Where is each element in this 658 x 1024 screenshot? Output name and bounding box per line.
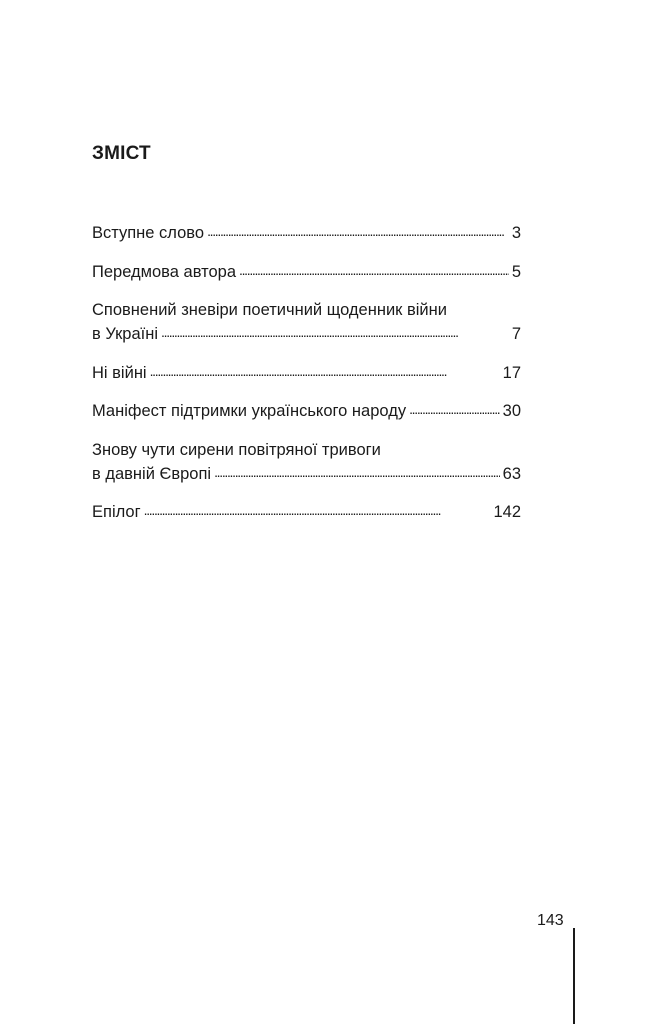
toc-entry-title: Епілог (92, 503, 141, 521)
toc-entry-page: 63 (502, 464, 521, 483)
contents-heading: ЗМІСТ (92, 143, 151, 164)
toc-entry-title: в Україні (92, 325, 159, 343)
toc-entry-intro (92, 221, 521, 245)
table-of-contents (92, 221, 521, 539)
toc-entry-page: 142 (493, 503, 521, 521)
toc-entry-page: 30 (502, 402, 521, 420)
toc-entry-no-war (92, 361, 521, 385)
toc-entry-title: Маніфест підтримки українського народу (92, 402, 407, 420)
toc-entry-title-line1: Сповнений зневіри поетичний щоденник війни (92, 301, 447, 319)
dot-leader (144, 501, 491, 518)
toc-entry-title: Передмова автора (92, 262, 236, 281)
toc-entry-title: Ні війні (92, 363, 147, 382)
page-number: 143 (537, 912, 564, 929)
dot-leader (239, 260, 509, 277)
toc-entry-preface (92, 260, 521, 284)
dot-leader (207, 222, 509, 239)
dot-leader (150, 361, 500, 378)
toc-entry-diary (92, 298, 521, 346)
toc-entry-manifesto (92, 399, 521, 423)
dot-leader (161, 323, 509, 340)
toc-entry-epilogue (92, 500, 521, 524)
toc-entry-title: в давній Європі (92, 464, 212, 483)
dot-leader (214, 462, 500, 479)
toc-entry-page: 3 (511, 224, 521, 242)
dot-leader (409, 400, 500, 417)
edge-rule (573, 928, 575, 1024)
toc-entry-page: 5 (511, 262, 521, 281)
toc-entry-title-line1: Знову чути сирени повітряної тривоги (92, 440, 381, 459)
toc-entry-sirens (92, 438, 521, 486)
toc-entry-page: 17 (502, 363, 521, 382)
toc-entry-page: 7 (511, 325, 521, 343)
toc-entry-title: Вступне слово (92, 224, 205, 242)
